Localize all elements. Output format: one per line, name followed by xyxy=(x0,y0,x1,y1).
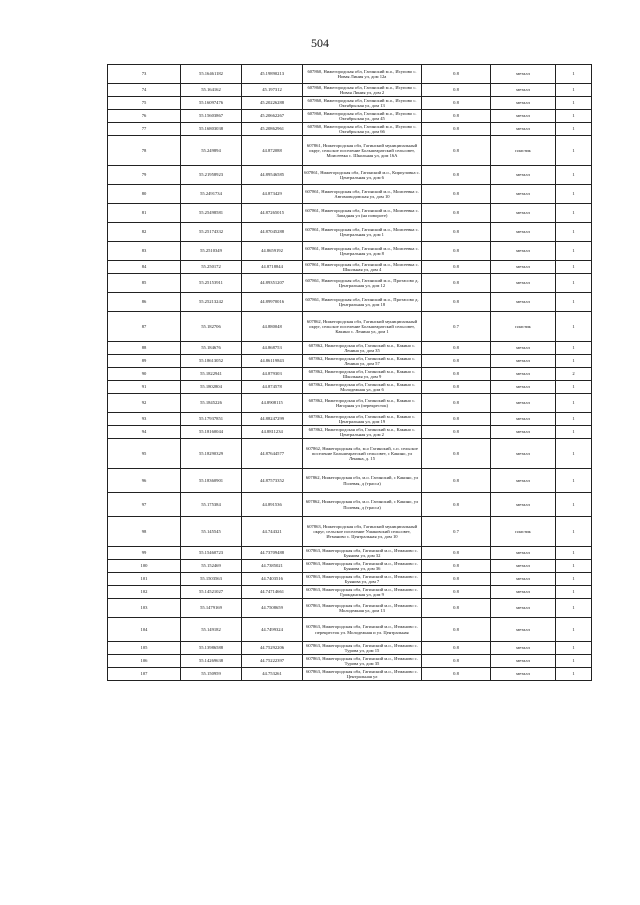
latitude-cell: 55.18160044 xyxy=(181,426,242,439)
material-cell: металл xyxy=(491,655,556,668)
row-number: 97 xyxy=(108,493,181,517)
latitude-cell: 55.25153911 xyxy=(181,274,242,293)
count-cell: 2 xyxy=(556,368,592,381)
latitude-cell: 55.1479169 xyxy=(181,599,242,618)
address-cell: 607863, Нижегородская обл, Гагинский м.о., Итманово с. Буянова ул, дом 32 xyxy=(303,547,422,560)
count-cell: 1 xyxy=(556,136,592,166)
volume-cell: 0.8 xyxy=(422,599,491,618)
table-row xyxy=(108,547,592,560)
table-row xyxy=(108,493,592,517)
latitude-cell: 55.18290329 xyxy=(181,439,242,469)
longitude-cell: 44.87573352 xyxy=(242,469,303,493)
material-cell: металл xyxy=(491,242,556,261)
volume-cell: 0.8 xyxy=(422,223,491,242)
longitude-cell: 44.89970016 xyxy=(242,293,303,312)
longitude-cell: 44.8908115 xyxy=(242,394,303,413)
volume-cell: 0.8 xyxy=(422,469,491,493)
table-row xyxy=(108,136,592,166)
volume-cell: 0.8 xyxy=(422,368,491,381)
row-number: 91 xyxy=(108,381,181,394)
address-cell: 607860, Нижегородская обл, Гагинский м.о., Исупово с. Октябрьская ул, дом 45 xyxy=(303,110,422,123)
row-number: 79 xyxy=(108,166,181,185)
count-cell: 1 xyxy=(556,355,592,368)
material-cell: металл xyxy=(491,668,556,681)
row-number: 92 xyxy=(108,394,181,413)
count-cell: 1 xyxy=(556,342,592,355)
longitude-cell: 44.87644577 xyxy=(242,439,303,469)
address-cell: 607863, Нижегородская обл, Гагинский м.о., Итманово с. Буянова ул, дом 7 xyxy=(303,573,422,586)
count-cell: 1 xyxy=(556,547,592,560)
material-cell: металл xyxy=(491,223,556,242)
material-cell: металл xyxy=(491,123,556,136)
latitude-cell: 55.14269638 xyxy=(181,655,242,668)
table-row xyxy=(108,426,592,439)
volume-cell: 0.8 xyxy=(422,123,491,136)
table-row xyxy=(108,204,592,223)
longitude-cell: 44.89546585 xyxy=(242,166,303,185)
longitude-cell: 44.8718844 xyxy=(242,261,303,274)
material-cell: металл xyxy=(491,599,556,618)
address-cell: 607862, Нижегородская обл, Гагинский муниципальный округ, сельское поселение Большеаратский сельсовет, Какино с. Ленина ул, дом 1 xyxy=(303,312,422,342)
volume-cell: 0.8 xyxy=(422,668,491,681)
address-cell: 607862, Нижегородская обл, Гагинский м.о., Какино с. Ленина ул, дом 57 xyxy=(303,355,422,368)
table-row xyxy=(108,312,592,342)
volume-cell: 0.8 xyxy=(422,426,491,439)
count-cell: 1 xyxy=(556,274,592,293)
row-number: 83 xyxy=(108,242,181,261)
address-cell: 607862, Нижегородская обл, м.о Гагинский, с.п. сельское поселение Большеаратский сельсовет, с Какино, ул Ленина, д. 15 xyxy=(303,439,422,469)
material-cell: металл xyxy=(491,65,556,84)
table-row xyxy=(108,618,592,642)
address-cell: 607862, Нижегородская обл, Гагинский м.о., Какино с. Центральная ул, дом 19 xyxy=(303,413,422,426)
row-number: 89 xyxy=(108,355,181,368)
volume-cell: 0.8 xyxy=(422,413,491,426)
count-cell: 1 xyxy=(556,110,592,123)
address-cell: 607860, Нижегородская обл, Гагинский м.о., Исупово с. Новая Линия ул, дом 12а xyxy=(303,65,422,84)
table-row xyxy=(108,223,592,242)
table-row xyxy=(108,368,592,381)
material-cell: металл xyxy=(491,493,556,517)
longitude-cell: 44.744321 xyxy=(242,517,303,547)
row-number: 96 xyxy=(108,469,181,493)
count-cell: 1 xyxy=(556,84,592,97)
count-cell: 1 xyxy=(556,97,592,110)
count-cell: 1 xyxy=(556,204,592,223)
count-cell: 1 xyxy=(556,642,592,655)
longitude-cell: 45.20662267 xyxy=(242,110,303,123)
row-number: 99 xyxy=(108,547,181,560)
material-cell: металл xyxy=(491,586,556,599)
count-cell: 1 xyxy=(556,123,592,136)
latitude-cell: 55.1802804 xyxy=(181,381,242,394)
count-cell: 1 xyxy=(556,394,592,413)
latitude-cell: 55.17937851 xyxy=(181,413,242,426)
count-cell: 1 xyxy=(556,426,592,439)
address-cell: 607863, Нижегородская обл, Гагинский муниципальный округ, сельское поселение Ушаковский сельсовет, Итманово с. Центральная ул, дом 10 xyxy=(303,517,422,547)
address-cell: 607861, Нижегородская обл, Гагинский м.о., Моисеевка с. Автомоводовская ул, дом 10 xyxy=(303,185,422,204)
longitude-cell: 44.874578 xyxy=(242,381,303,394)
row-number: 104 xyxy=(108,618,181,642)
volume-cell: 0.8 xyxy=(422,274,491,293)
count-cell: 1 xyxy=(556,655,592,668)
latitude-cell: 55.1845226 xyxy=(181,394,242,413)
latitude-cell: 55.18360901 xyxy=(181,469,242,493)
row-number: 103 xyxy=(108,599,181,618)
count-cell: 1 xyxy=(556,185,592,204)
table-row xyxy=(108,560,592,573)
material-cell: металл xyxy=(491,355,556,368)
count-cell: 1 xyxy=(556,65,592,84)
volume-cell: 0.8 xyxy=(422,65,491,84)
table-row xyxy=(108,642,592,655)
latitude-cell: 55.21958923 xyxy=(181,166,242,185)
latitude-cell: 55.25498581 xyxy=(181,204,242,223)
address-cell: 607862, Нижегородская обл, Гагинский м.о., Какино с. Школьная ул, дом 9 xyxy=(303,368,422,381)
count-cell: 1 xyxy=(556,560,592,573)
table-row xyxy=(108,439,592,469)
volume-cell: 0.8 xyxy=(422,185,491,204)
latitude-cell: 55.182706 xyxy=(181,312,242,342)
longitude-cell: 44.880048 xyxy=(242,312,303,342)
row-number: 82 xyxy=(108,223,181,242)
count-cell: 1 xyxy=(556,599,592,618)
volume-cell: 0.8 xyxy=(422,84,491,97)
material-cell: металл xyxy=(491,439,556,469)
longitude-cell: 44.873429 xyxy=(242,185,303,204)
row-number: 84 xyxy=(108,261,181,274)
volume-cell: 0.8 xyxy=(422,439,491,469)
latitude-cell: 55.15460723 xyxy=(181,547,242,560)
address-cell: 607860, Нижегородская обл, Гагинский м.о., Исупово с. Новая Линия ул, дом 2 xyxy=(303,84,422,97)
table-row xyxy=(108,293,592,312)
address-cell: 607862, Нижегородская обл, Гагинский м.о., Какино с. Нагорная ул (перекресток) xyxy=(303,394,422,413)
address-cell: 607863, Нижегородская обл, Гагинский м.о., Итманово с. Центральная ул xyxy=(303,668,422,681)
volume-cell: 0.8 xyxy=(422,655,491,668)
material-cell: металл xyxy=(491,426,556,439)
volume-cell: 0.8 xyxy=(422,261,491,274)
table-row xyxy=(108,413,592,426)
longitude-cell: 45.197312 xyxy=(242,84,303,97)
latitude-cell: 55.145545 xyxy=(181,517,242,547)
table-row xyxy=(108,342,592,355)
longitude-cell: 44.75292206 xyxy=(242,642,303,655)
table-row xyxy=(108,469,592,493)
address-cell: 607862, Нижегородская обл, Гагинский м.о., Какино с. Ленина ул, дом 35 xyxy=(303,342,422,355)
volume-cell: 0.8 xyxy=(422,381,491,394)
count-cell: 1 xyxy=(556,573,592,586)
material-cell: металл xyxy=(491,381,556,394)
row-number: 76 xyxy=(108,110,181,123)
row-number: 88 xyxy=(108,342,181,355)
row-number: 105 xyxy=(108,642,181,655)
address-cell: 607860, Нижегородская обл, Гагинский м.о., Исупово с. Октябрьская ул, дом 66 xyxy=(303,123,422,136)
latitude-cell: 55.175384 xyxy=(181,493,242,517)
table-row xyxy=(108,573,592,586)
count-cell: 1 xyxy=(556,618,592,642)
latitude-cell: 55.149182 xyxy=(181,618,242,642)
table-row xyxy=(108,84,592,97)
latitude-cell: 55.15603867 xyxy=(181,110,242,123)
address-cell: 607861, Нижегородская обл, Гагинский м.о., Моисеевка с. Западная ул (на повороте) xyxy=(303,204,422,223)
row-number: 101 xyxy=(108,573,181,586)
count-cell: 1 xyxy=(556,668,592,681)
material-cell: пластик xyxy=(491,136,556,166)
material-cell: металл xyxy=(491,469,556,493)
volume-cell: 0.8 xyxy=(422,293,491,312)
table-row xyxy=(108,261,592,274)
latitude-cell: 55.16097476 xyxy=(181,97,242,110)
address-cell: 607862, Нижегородская обл, Гагинский м.о., Какино с. Центральная ул, дом 2 xyxy=(303,426,422,439)
table-row xyxy=(108,586,592,599)
latitude-cell: 55.13986588 xyxy=(181,642,242,655)
row-number: 94 xyxy=(108,426,181,439)
address-cell: 607863, Нижегородская обл, Гагинский м.о., Итманово с. Молодежная ул, дом 13 xyxy=(303,599,422,618)
address-cell: 607861, Нижегородская обл, Гагинский м.о., Протасово д. Центральная ул, дом 18 xyxy=(303,293,422,312)
count-cell: 1 xyxy=(556,586,592,599)
longitude-cell: 44.7508659 xyxy=(242,599,303,618)
latitude-cell: 55.152469 xyxy=(181,560,242,573)
row-number: 73 xyxy=(108,65,181,84)
row-number: 78 xyxy=(108,136,181,166)
volume-cell: 0.8 xyxy=(422,97,491,110)
row-number: 81 xyxy=(108,204,181,223)
table-row xyxy=(108,65,592,84)
volume-cell: 0.8 xyxy=(422,394,491,413)
table-row xyxy=(108,242,592,261)
row-number: 106 xyxy=(108,655,181,668)
longitude-cell: 44.868753 xyxy=(242,342,303,355)
count-cell: 1 xyxy=(556,312,592,342)
registry-table xyxy=(107,64,592,681)
table-row xyxy=(108,97,592,110)
material-cell: металл xyxy=(491,573,556,586)
count-cell: 1 xyxy=(556,261,592,274)
row-number: 107 xyxy=(108,668,181,681)
address-cell: 607860, Нижегородская обл, Гагинский м.о., Исупово с. Октябрьская ул, дом 13 xyxy=(303,97,422,110)
address-cell: 607862, Нижегородская обл, м.о. Гагинский, с Какино, ул Полевая, д (трасса) xyxy=(303,469,422,493)
material-cell: металл xyxy=(491,84,556,97)
row-number: 100 xyxy=(108,560,181,573)
volume-cell: 0.8 xyxy=(422,242,491,261)
count-cell: 1 xyxy=(556,223,592,242)
latitude-cell: 55.184676 xyxy=(181,342,242,355)
count-cell: 1 xyxy=(556,381,592,394)
longitude-cell: 44.891536 xyxy=(242,493,303,517)
row-number: 85 xyxy=(108,274,181,293)
longitude-cell: 45.20862961 xyxy=(242,123,303,136)
table-row xyxy=(108,655,592,668)
latitude-cell: 55.2510349 xyxy=(181,242,242,261)
volume-cell: 0.8 xyxy=(422,204,491,223)
table-row xyxy=(108,394,592,413)
material-cell: металл xyxy=(491,110,556,123)
longitude-cell: 44.89351207 xyxy=(242,274,303,293)
address-cell: 607861, Нижегородская обл, Гагинский м.о., Протасово д. Центральная ул, дом 12 xyxy=(303,274,422,293)
volume-cell: 0.8 xyxy=(422,573,491,586)
volume-cell: 0.8 xyxy=(422,166,491,185)
material-cell: металл xyxy=(491,166,556,185)
material-cell: металл xyxy=(491,642,556,655)
longitude-cell: 44.8659192 xyxy=(242,242,303,261)
address-cell: 607863, Нижегородская обл, Гагинский м.о., Итманово с. Гражданская ул, дом 9 xyxy=(303,586,422,599)
material-cell: металл xyxy=(491,394,556,413)
row-number: 93 xyxy=(108,413,181,426)
table-row xyxy=(108,668,592,681)
longitude-cell: 44.75222397 xyxy=(242,655,303,668)
volume-cell: 0.7 xyxy=(422,312,491,342)
row-number: 95 xyxy=(108,439,181,469)
longitude-cell: 44.87265015 xyxy=(242,204,303,223)
latitude-cell: 55.1503563 xyxy=(181,573,242,586)
volume-cell: 0.8 xyxy=(422,547,491,560)
material-cell: металл xyxy=(491,413,556,426)
volume-cell: 0.8 xyxy=(422,110,491,123)
longitude-cell: 44.88247299 xyxy=(242,413,303,426)
latitude-cell: 55.18613052 xyxy=(181,355,242,368)
table-body xyxy=(108,65,592,681)
longitude-cell: 45.20226288 xyxy=(242,97,303,110)
count-cell: 1 xyxy=(556,166,592,185)
latitude-cell: 55.14521027 xyxy=(181,586,242,599)
material-cell: пластик xyxy=(491,517,556,547)
address-cell: 607861, Нижегородская обл, Гагинский м.о., Кирпуловка с. Центральная ул, дом 6 xyxy=(303,166,422,185)
address-cell: 607862, Нижегородская обл, м.о. Гагинский, с Какино, ул Полевая, д (трасса) xyxy=(303,493,422,517)
material-cell: пластик xyxy=(491,312,556,342)
longitude-cell: 44.7403516 xyxy=(242,573,303,586)
latitude-cell: 55.25174332 xyxy=(181,223,242,242)
latitude-cell: 55.250172 xyxy=(181,261,242,274)
table-row xyxy=(108,381,592,394)
latitude-cell: 55.25213242 xyxy=(181,293,242,312)
longitude-cell: 44.8811234 xyxy=(242,426,303,439)
count-cell: 1 xyxy=(556,439,592,469)
row-number: 74 xyxy=(108,84,181,97)
longitude-cell: 44.74714661 xyxy=(242,586,303,599)
address-cell: 607863, Нижегородская обл, Гагинский м.о., Итманово с. Турова ул, дом 15 xyxy=(303,642,422,655)
address-cell: 607863, Нижегородская обл, Гагинский м.о., Итманово с. перекресток ул. Молодежная и ул. Центральная xyxy=(303,618,422,642)
row-number: 90 xyxy=(108,368,181,381)
material-cell: металл xyxy=(491,97,556,110)
material-cell: металл xyxy=(491,618,556,642)
count-cell: 1 xyxy=(556,293,592,312)
page-number: 504 xyxy=(311,36,329,50)
longitude-cell: 44.7385021 xyxy=(242,560,303,573)
count-cell: 1 xyxy=(556,517,592,547)
row-number: 87 xyxy=(108,312,181,342)
longitude-cell: 44.86119843 xyxy=(242,355,303,368)
latitude-cell: 55.16461182 xyxy=(181,65,242,84)
volume-cell: 0.8 xyxy=(422,136,491,166)
volume-cell: 0.8 xyxy=(422,560,491,573)
volume-cell: 0.8 xyxy=(422,586,491,599)
row-number: 86 xyxy=(108,293,181,312)
latitude-cell: 55.164162 xyxy=(181,84,242,97)
material-cell: металл xyxy=(491,547,556,560)
latitude-cell: 55.2491734 xyxy=(181,185,242,204)
count-cell: 1 xyxy=(556,469,592,493)
address-cell: 607862, Нижегородская обл, Гагинский м.о., Какино с. Молодежная ул, дом 6 xyxy=(303,381,422,394)
material-cell: металл xyxy=(491,274,556,293)
count-cell: 1 xyxy=(556,242,592,261)
table-row xyxy=(108,517,592,547)
table-row xyxy=(108,110,592,123)
longitude-cell: 44.879303 xyxy=(242,368,303,381)
material-cell: металл xyxy=(491,293,556,312)
longitude-cell: 44.87045288 xyxy=(242,223,303,242)
row-number: 77 xyxy=(108,123,181,136)
longitude-cell: 44.7499324 xyxy=(242,618,303,642)
table-row xyxy=(108,166,592,185)
address-cell: 607863, Нижегородская обл, Гагинский м.о., Итманово с. Турова ул, дом 35 xyxy=(303,655,422,668)
longitude-cell: 45.19890213 xyxy=(242,65,303,84)
volume-cell: 0.7 xyxy=(422,517,491,547)
latitude-cell: 55.150959 xyxy=(181,668,242,681)
material-cell: металл xyxy=(491,342,556,355)
volume-cell: 0.8 xyxy=(422,342,491,355)
address-cell: 607861, Нижегородская обл, Гагинский м.о., Моисеевка с. Школьная ул, дом 4 xyxy=(303,261,422,274)
address-cell: 607861, Нижегородская обл, Гагинский муниципальный округ, сельское поселение Большеаратский сельсовет, Моисеевка с. Школьная ул, дом 16А xyxy=(303,136,422,166)
address-cell: 607863, Нижегородская обл, Гагинский м.о., Итманово с. Буянова ул, дом 36 xyxy=(303,560,422,573)
row-number: 75 xyxy=(108,97,181,110)
longitude-cell: 44.73709488 xyxy=(242,547,303,560)
table-row xyxy=(108,185,592,204)
table-row xyxy=(108,274,592,293)
material-cell: металл xyxy=(491,261,556,274)
longitude-cell: 44.753261 xyxy=(242,668,303,681)
address-cell: 607861, Нижегородская обл, Гагинский м.о., Моисеевка с. Центральная ул, дом 1 xyxy=(303,223,422,242)
table-row xyxy=(108,599,592,618)
volume-cell: 0.8 xyxy=(422,618,491,642)
latitude-cell: 55.1822941 xyxy=(181,368,242,381)
volume-cell: 0.8 xyxy=(422,355,491,368)
material-cell: металл xyxy=(491,560,556,573)
count-cell: 1 xyxy=(556,493,592,517)
material-cell: металл xyxy=(491,185,556,204)
latitude-cell: 55.16803038 xyxy=(181,123,242,136)
volume-cell: 0.8 xyxy=(422,493,491,517)
row-number: 80 xyxy=(108,185,181,204)
row-number: 98 xyxy=(108,517,181,547)
registry-table-container xyxy=(107,64,575,681)
table-row xyxy=(108,355,592,368)
longitude-cell: 44.872088 xyxy=(242,136,303,166)
latitude-cell: 55.249894 xyxy=(181,136,242,166)
volume-cell: 0.8 xyxy=(422,642,491,655)
count-cell: 1 xyxy=(556,413,592,426)
material-cell: металл xyxy=(491,204,556,223)
material-cell: металл xyxy=(491,368,556,381)
table-row xyxy=(108,123,592,136)
row-number: 102 xyxy=(108,586,181,599)
address-cell: 607861, Нижегородская обл, Гагинский м.о., Моисеевка с. Центральная ул, дом 8 xyxy=(303,242,422,261)
